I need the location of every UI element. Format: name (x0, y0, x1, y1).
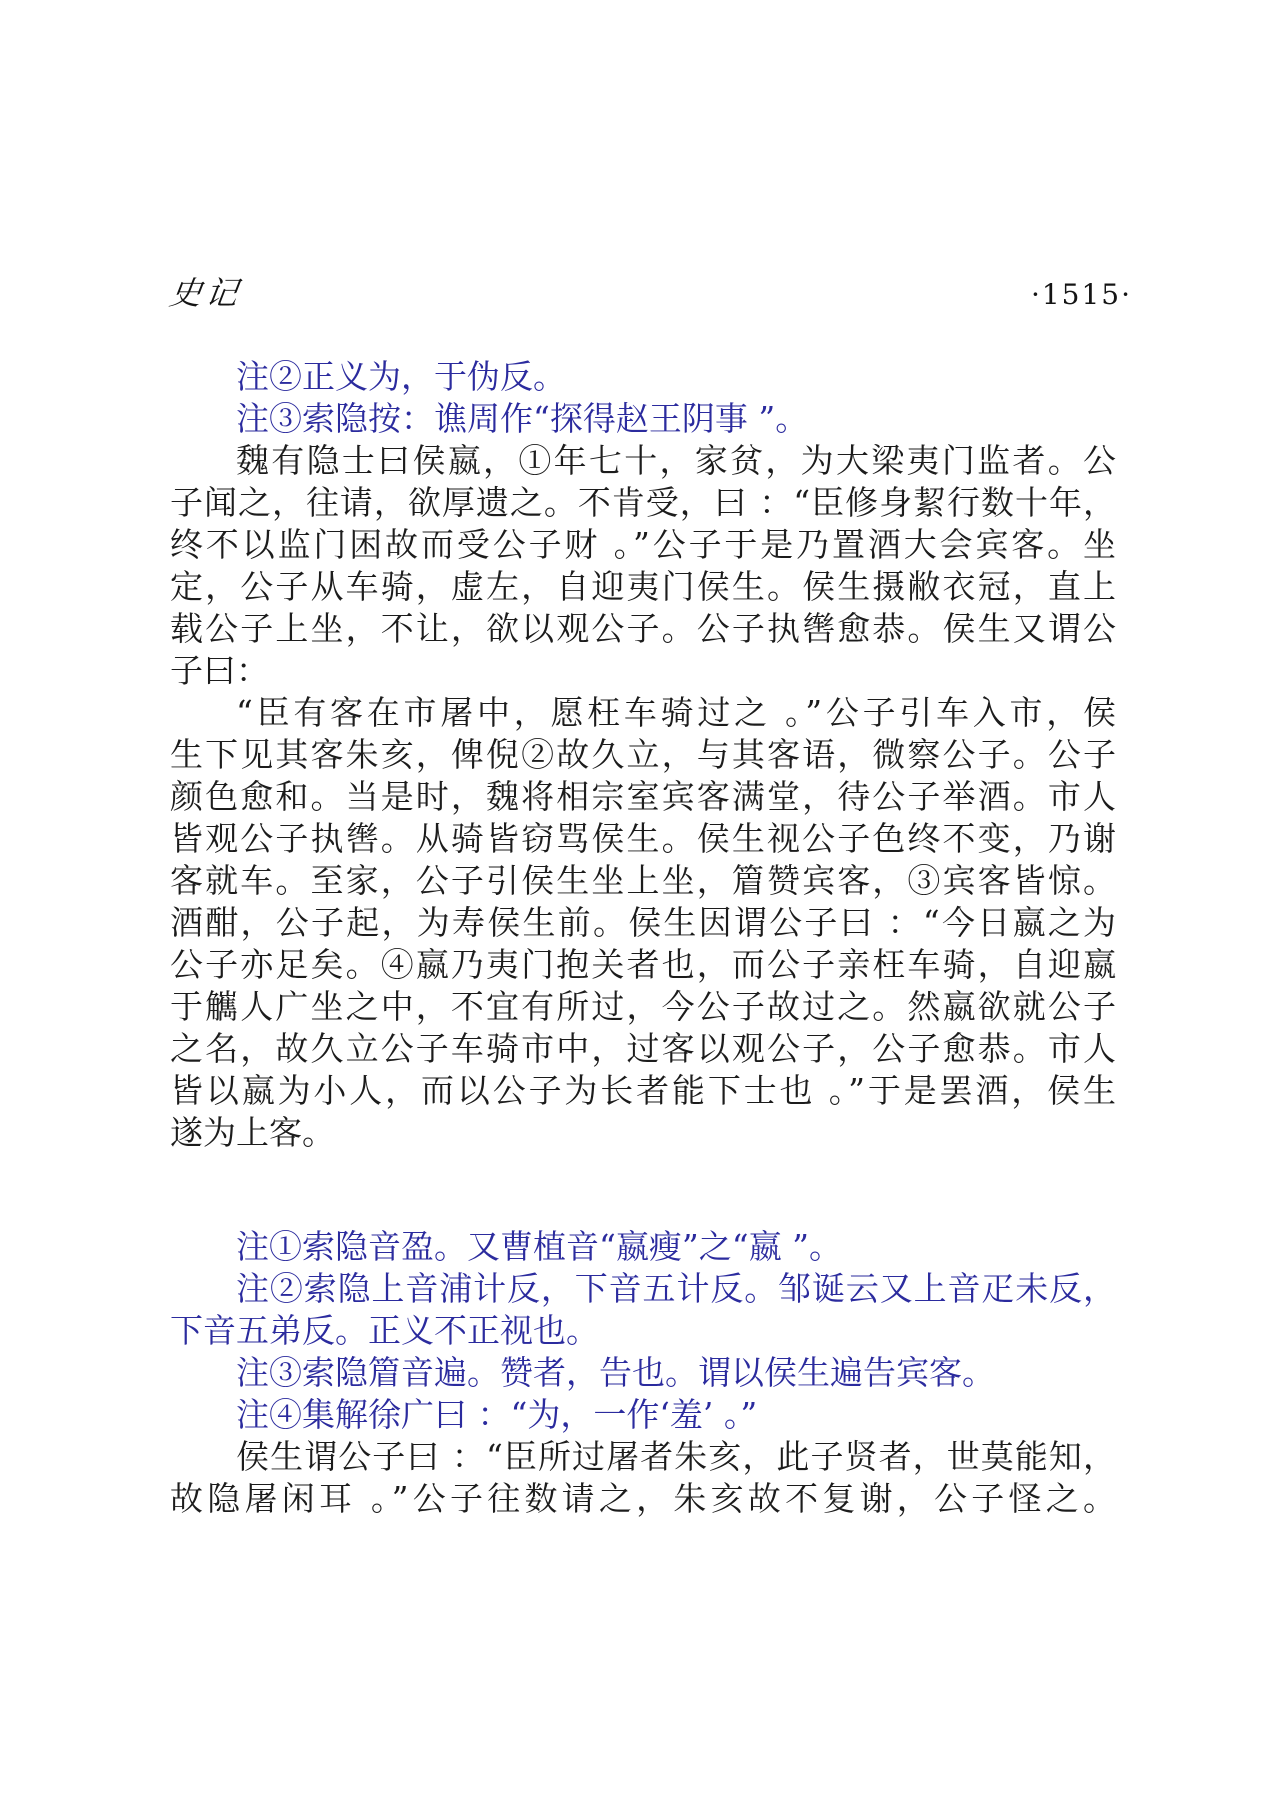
blank-line (170, 1190, 1116, 1226)
body-text-line: 酒酣，公子起，为寿侯生前。侯生因谓公子曰 ：“今日嬴之为 (170, 903, 1116, 942)
annotation-line: 下音五弟反。正义不正视也。 (170, 1311, 599, 1350)
body-text-line: 载公子上坐，不让，欲以观公子。公子执辔愈恭。侯生又谓公 (170, 609, 1116, 648)
annotation-line: 注②索隐上音浦计反，下音五计反。邹诞云又上音疋未反， (236, 1269, 1116, 1308)
body-text-line: 于觽人广坐之中，不宜有所过，今公子故过之。然嬴欲就公子 (170, 987, 1116, 1026)
annotation-line: 注④集解徐广曰 ：“为，一作‘羞’ 。” (236, 1395, 758, 1434)
body-text-line: 侯生谓公子曰 ：“臣所过屠者朱亥，此子贤者，世莫能知， (236, 1437, 1116, 1476)
annotation-line: 注③索隐按：谯周作“探得赵王阴事 ”。 (236, 399, 809, 438)
annotation-line: 注②正义为，于伪反。 (236, 357, 566, 396)
body-text-line: 客就车。至家，公子引侯生坐上坐，篃赞宾客，③宾客皆惊。 (170, 861, 1116, 900)
body-text-line: 魏有隐士曰侯嬴，①年七十，家贫，为大梁夷门监者。公 (236, 441, 1116, 480)
body-text-line: 故隐屠闲耳 。”公子往数请之，朱亥故不复谢，公子怪之。 (170, 1479, 1116, 1518)
body-text-line: 颜色愈和。当是时，魏将相宗室宾客满堂，待公子举酒。市人 (170, 777, 1116, 816)
text-lines (170, 356, 1116, 1520)
body-text-line: 生下见其客朱亥，俾倪②故久立，与其客语，微察公子。公子 (170, 735, 1116, 774)
body-text-line: 皆观公子执辔。从骑皆窃骂侯生。侯生视公子色终不变，乃谢 (170, 819, 1116, 858)
book-title: 史记 (167, 274, 245, 312)
body-text-line: 定，公子从车骑，虚左，自迎夷门侯生。侯生摄敝衣冠，直上 (170, 567, 1116, 606)
body-text-line: 遂为上客。 (170, 1113, 335, 1152)
body-text-line: 皆以嬴为小人，而以公子为长者能下士也 。”于是罢酒，侯生 (170, 1071, 1116, 1110)
body-text-line: 子闻之，往请，欲厚遗之。不肯受，曰 ：“臣修身絜行数十年， (170, 483, 1116, 522)
page-header (167, 268, 1132, 314)
body-text-line: “臣有客在市屠中，愿枉车骑过之 。”公子引车入市，侯 (236, 693, 1116, 732)
annotation-line: 注①索隐音盈。又曹植音“嬴瘦”之“嬴 ”。 (236, 1227, 842, 1266)
body-text-line: 子曰： (170, 651, 269, 690)
annotation-line: 注③索隐篃音遍。赞者，告也。谓以侯生遍告宾客。 (236, 1353, 995, 1392)
body-text-line: 公子亦足矣。④嬴乃夷门抱关者也，而公子亲枉车骑，自迎嬴 (170, 945, 1116, 984)
body-text-line: 终不以监门困故而受公子财 。”公子于是乃置酒大会宾客。坐 (170, 525, 1116, 564)
body-text-line: 之名，故久立公子车骑市中，过客以观公子，公子愈恭。市人 (170, 1029, 1116, 1068)
blank-line (170, 1154, 1116, 1190)
page-number: ·1515· (1030, 278, 1132, 311)
